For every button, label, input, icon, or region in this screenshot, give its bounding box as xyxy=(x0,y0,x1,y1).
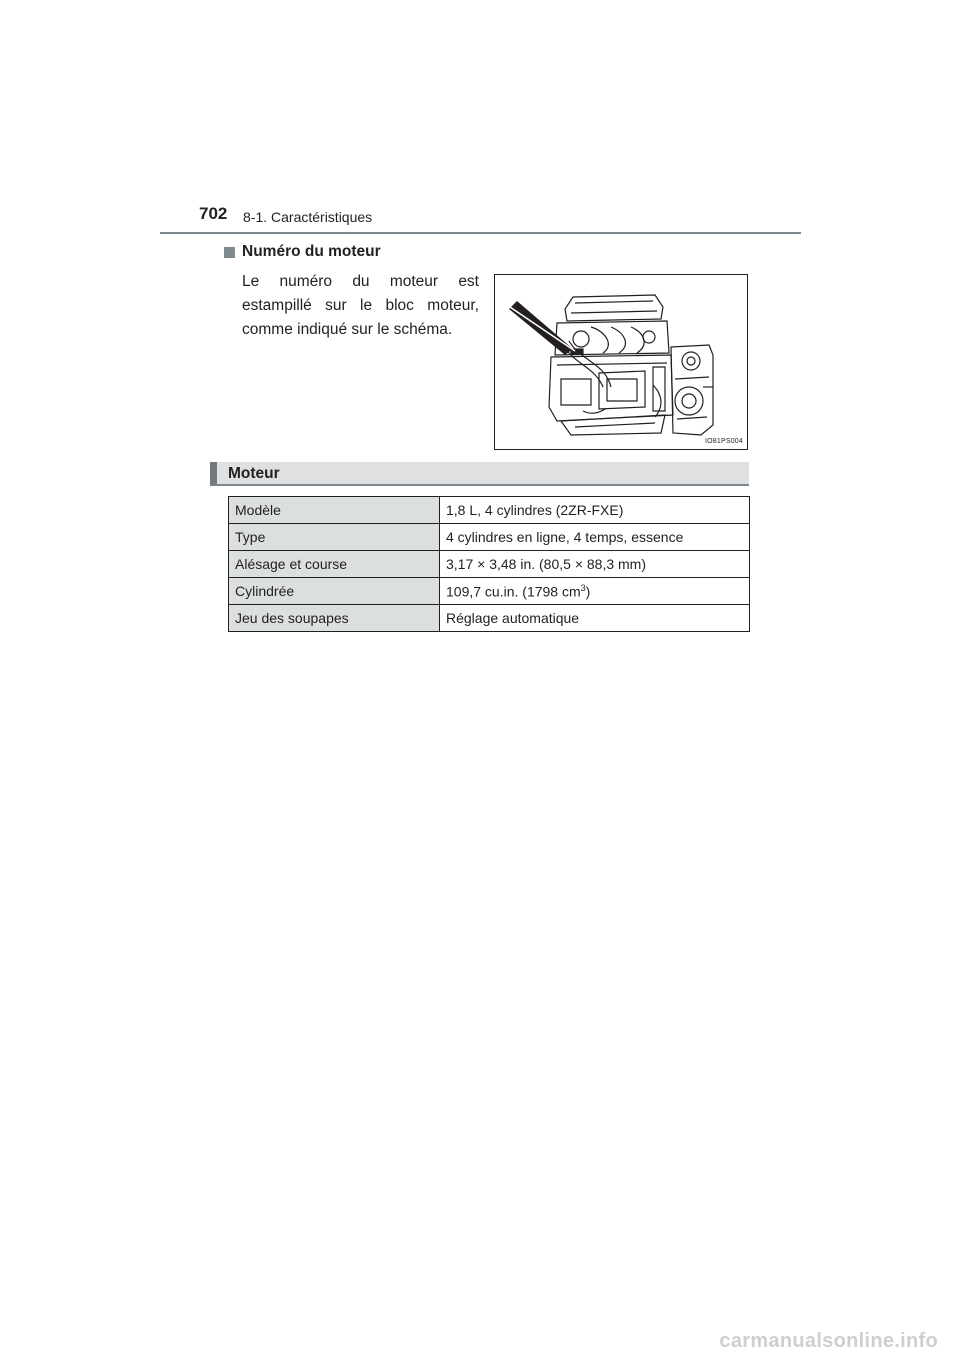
spec-label: Cylindrée xyxy=(229,578,440,605)
page-number: 702 xyxy=(199,204,228,223)
spec-value-end: ) xyxy=(585,583,591,600)
engine-section-heading-text: Moteur xyxy=(228,465,280,482)
spec-value: 3,17 × 3,48 in. (80,5 × 88,3 mm) xyxy=(440,551,750,578)
spec-label: Jeu des soupapes xyxy=(229,605,440,632)
engine-section-heading xyxy=(210,462,749,486)
spec-value: Réglage automatique xyxy=(440,605,750,632)
section-title: 8-1. Caractéristiques xyxy=(243,209,373,225)
engine-number-heading-text: Numéro du moteur xyxy=(242,243,381,260)
engine-spec-table xyxy=(228,496,750,632)
spec-label: Type xyxy=(229,524,440,551)
table-row xyxy=(229,551,750,578)
spec-label: Modèle xyxy=(229,497,440,524)
table-row xyxy=(229,605,750,632)
spec-value-main: 109,7 cu.in. (1798 cm xyxy=(446,583,581,600)
spec-value: 4 cylindres en ligne, 4 temps, essence xyxy=(440,524,750,551)
square-bullet-icon xyxy=(224,247,235,258)
watermark: carmanualsonline.info xyxy=(719,1330,938,1352)
figure-code: IO81PS004 xyxy=(705,438,743,445)
table-row xyxy=(229,524,750,551)
spec-value: 1,8 L, 4 cylindres (2ZR-FXE) xyxy=(440,497,750,524)
table-row xyxy=(229,578,750,605)
engine-number-heading xyxy=(224,243,381,261)
spec-value-superscript: 3 xyxy=(580,582,586,593)
spec-value xyxy=(440,578,750,605)
engine-number-description: Le numéro du moteur est estampillé sur le bloc moteur, comme indiqué sur le schéma. xyxy=(242,273,479,338)
engine-illustration xyxy=(494,274,748,450)
engine-drawing xyxy=(495,275,749,451)
spec-label: Alésage et course xyxy=(229,551,440,578)
header-rule xyxy=(160,232,801,234)
table-row xyxy=(229,497,750,524)
